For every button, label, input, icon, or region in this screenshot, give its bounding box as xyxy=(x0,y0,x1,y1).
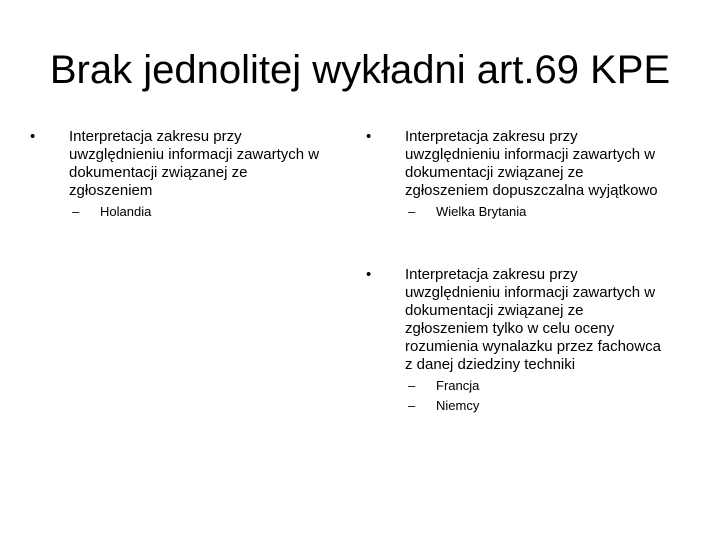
bullet-line: z danej dziedziny techniki xyxy=(405,356,576,373)
dash-icon: – xyxy=(72,204,80,219)
slide-title: Brak jednolitej wykładni art.69 KPE xyxy=(49,48,671,92)
bullet-line: zgłoszeniem xyxy=(69,182,153,199)
bullet-line: dokumentacji związanej ze xyxy=(405,164,584,181)
bullet-line: Interpretacja zakresu przy xyxy=(405,266,578,283)
sub-list xyxy=(30,202,350,222)
sub-item-label: Francja xyxy=(436,378,480,393)
sub-list xyxy=(366,376,716,416)
sub-item-label: Wielka Brytania xyxy=(436,204,527,219)
bullet-line: dokumentacji związanej ze xyxy=(69,164,248,181)
sub-item xyxy=(366,376,716,396)
bullet-dot-icon: • xyxy=(366,266,372,283)
sub-item xyxy=(366,202,716,222)
bullet-dot-icon: • xyxy=(366,128,372,145)
spacer xyxy=(366,222,716,266)
sub-item xyxy=(30,202,350,222)
sub-item-label: Niemcy xyxy=(436,398,480,413)
bullet-line: Interpretacja zakresu przy xyxy=(69,128,242,145)
bullet-line: rozumienia wynalazku przez fachowca xyxy=(405,338,661,355)
right-column xyxy=(366,128,716,416)
bullet-line: dokumentacji związanej ze xyxy=(405,302,584,319)
sub-item xyxy=(366,396,716,416)
bullet-item xyxy=(366,266,716,374)
bullet-item xyxy=(30,128,350,200)
bullet-line: uwzględnieniu informacji zawartych w xyxy=(69,146,320,163)
bullet-line: uwzględnieniu informacji zawartych w xyxy=(405,284,656,301)
bullet-item xyxy=(366,128,716,200)
dash-icon: – xyxy=(408,398,416,413)
bullet-line: uwzględnieniu informacji zawartych w xyxy=(405,146,656,163)
bullet-line: zgłoszeniem dopuszczalna wyjątkowo xyxy=(405,182,658,199)
left-column xyxy=(30,128,350,222)
bullet-line: zgłoszeniem tylko w celu oceny xyxy=(405,320,615,337)
sub-item-label: Holandia xyxy=(100,204,152,219)
bullet-dot-icon: • xyxy=(30,128,36,145)
dash-icon: – xyxy=(408,378,416,393)
bullet-line: Interpretacja zakresu przy xyxy=(405,128,578,145)
dash-icon: – xyxy=(408,204,416,219)
sub-list xyxy=(366,202,716,222)
